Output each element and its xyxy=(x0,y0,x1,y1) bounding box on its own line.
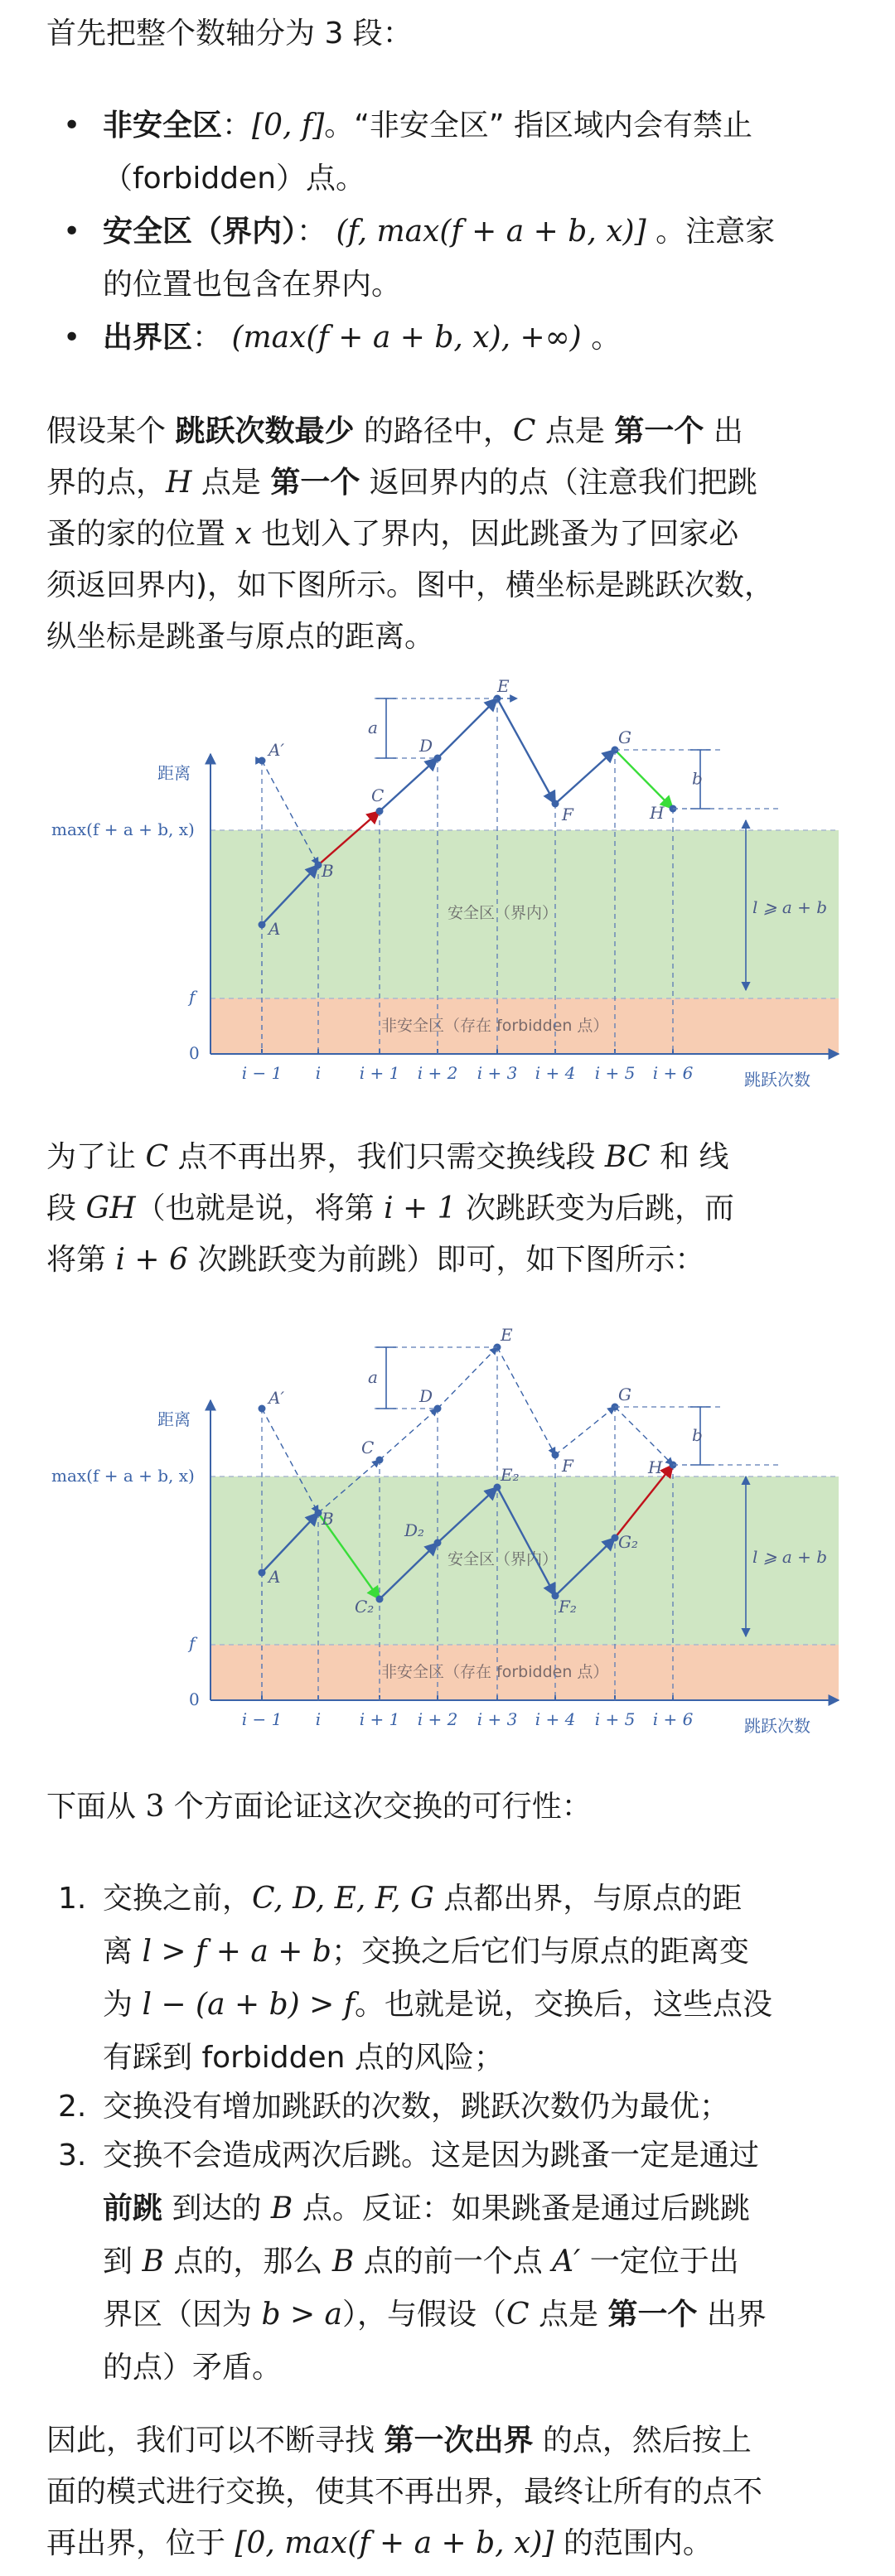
a-brace-label: a xyxy=(368,1367,378,1387)
segment-list xyxy=(46,99,862,365)
point-label: A xyxy=(268,1567,281,1587)
reason-item: 1. 交换之前，C, D, E, F, G 点都出界，与原点的距 离 l > f + a + b；交换之后它们与原点的距离变 为 l − (a + b) > f。也就是说，交换后，这些点没 有踩到 forbidden 点的风险； xyxy=(58,1882,773,2075)
point-label: A xyxy=(268,919,281,939)
point-label: C xyxy=(371,785,385,805)
point-label: E xyxy=(501,1326,513,1345)
x-tick-label: i xyxy=(315,1063,322,1083)
diagram-before-swap xyxy=(33,679,862,1110)
point-marker xyxy=(552,1452,559,1459)
point-label: A′ xyxy=(268,1388,284,1408)
unsafe-zone-label: 非安全区（存在 forbidden 点） xyxy=(381,1017,609,1035)
point-label: C₂ xyxy=(355,1597,375,1617)
y-tick-max: max(f + a + b, x) xyxy=(51,1466,195,1486)
y-axis-label: 距离 xyxy=(157,763,191,783)
point-label: B xyxy=(322,1509,334,1529)
paragraph-3: 下面从 3 个方面论证这次交换的可行性： xyxy=(46,1790,592,1824)
x-tick-label: i + 4 xyxy=(535,1063,576,1083)
jump-segment xyxy=(555,750,615,804)
dashed-segment xyxy=(438,1347,497,1409)
safe-zone-label: 安全区（界内） xyxy=(448,1550,559,1568)
point-marker xyxy=(259,1569,266,1577)
point-label: F xyxy=(562,1456,573,1476)
x-axis-label: 跳跃次数 xyxy=(744,1070,810,1090)
dashed-segment xyxy=(380,1409,438,1460)
a-brace-label: a xyxy=(368,718,378,737)
x-tick-label: i + 1 xyxy=(359,1709,400,1729)
conclusion-paragraph: 因此，我们可以不断寻找 第一次出界 的点，然后按上 面的模式进行交换，使其不再出界，最终让所有的点不 再出界，位于 [0, max(f + a + b, x)] 的范围内。 xyxy=(46,2424,763,2560)
bullet-icon: • xyxy=(63,321,81,355)
reason-item: 3. 交换不会造成两次后跳。这是因为跳蚤一定是通过 前跳 到达的 B 点。反证：如果跳蚤是通过后跳跳 到 B 点的，那么 B 点的前一个点 A′ 一定位于出 界区（因为 b > a），与假设（C 点是 第一个 出界 的点）矛盾。 xyxy=(58,2139,767,2385)
point-label: F₂ xyxy=(559,1597,577,1617)
x-tick-label: i + 5 xyxy=(594,1063,636,1083)
x-tick-label: i + 5 xyxy=(594,1709,636,1729)
point-marker xyxy=(434,1539,442,1547)
point-label: G xyxy=(618,727,631,747)
y-tick-max: max(f + a + b, x) xyxy=(51,819,195,839)
dashed-segment xyxy=(497,1347,555,1455)
point-marker xyxy=(376,1596,384,1603)
unsafe-zone-label: 非安全区（存在 forbidden 点） xyxy=(381,1663,609,1681)
y-axis-label: 距离 xyxy=(157,1409,191,1429)
diagram-after-swap xyxy=(33,1326,862,1757)
reason-item: 2. 交换没有增加跳跃的次数，跳跃次数仍为最优； xyxy=(58,2090,730,2124)
x-tick-label: i + 6 xyxy=(652,1063,694,1083)
y-tick-f: f xyxy=(189,987,196,1007)
point-label: H xyxy=(650,803,665,823)
green-segment-GH xyxy=(615,750,673,809)
bullet-icon: • xyxy=(63,109,81,143)
x-tick-label: i + 3 xyxy=(477,1063,518,1083)
x-tick-label: i − 1 xyxy=(241,1063,283,1083)
intro-text: 首先把整个数轴分为 3 段： xyxy=(46,17,413,51)
paragraph-1: 假设某个 跳跃次数最少 的路径中，C 点是 第一个 出 界的点，H 点是 第一个 返回界内的点（注意我们把跳 蚤的家的位置 x 也划入了界内，因此跳蚤为了回家必 须返回界内)，如下图所示。图中，横坐标是跳跃次数， 纵坐标是跳蚤与原点的距离。 xyxy=(46,414,775,654)
point-label: D xyxy=(419,1386,433,1406)
jump-segment xyxy=(438,698,497,758)
dashed-segment xyxy=(615,1407,673,1465)
point-marker xyxy=(259,1405,266,1413)
point-marker xyxy=(259,921,266,929)
l-range-label: l ⩾ a + b xyxy=(752,1547,828,1567)
point-label: F xyxy=(562,805,573,824)
reason-list xyxy=(46,1873,862,2395)
segment-item: • 出界区： (max(f + a + b, x), +∞) 。 xyxy=(46,312,862,365)
point-label: C xyxy=(361,1438,375,1457)
paragraph-2: 为了让 C 点不再出界，我们只需交换线段 BC 和 线 段 GH（也就是说，将第 i + 1 次跳跃变为后跳，而 将第 i + 6 次跳跃变为前跳）即可，如下图所示： xyxy=(46,1140,734,1277)
point-label: B xyxy=(322,861,334,881)
b-brace-label: b xyxy=(692,768,703,789)
x-tick-label: i + 4 xyxy=(535,1709,576,1729)
point-label: G xyxy=(618,1385,631,1404)
point-marker xyxy=(376,1457,384,1464)
safe-zone-label: 安全区（界内） xyxy=(448,904,559,922)
point-label: H xyxy=(648,1457,663,1477)
l-range-label: l ⩾ a + b xyxy=(752,897,828,917)
point-label: G₂ xyxy=(618,1532,638,1552)
jump-segment xyxy=(497,698,555,804)
point-label: E xyxy=(497,679,510,696)
point-label: D xyxy=(419,736,433,756)
point-label: E₂ xyxy=(501,1465,520,1485)
point-marker xyxy=(376,808,384,815)
point-marker xyxy=(259,757,266,765)
x-tick-label: i + 2 xyxy=(417,1709,458,1729)
segment-item: • 安全区（界内）： (f, max(f + a + b, x)] 。注意家 的位置也包含在界内。 xyxy=(46,205,862,312)
bullet-icon: • xyxy=(63,215,81,249)
x-tick-label: i xyxy=(315,1709,322,1729)
segment-item: • 非安全区：[0, f]。“非安全区” 指区域内会有禁止 （forbidden）点。 xyxy=(46,99,862,205)
b-brace-label: b xyxy=(692,1425,703,1445)
x-axis-label: 跳跃次数 xyxy=(744,1716,810,1736)
point-label: D₂ xyxy=(404,1520,425,1540)
x-tick-label: i + 6 xyxy=(652,1709,694,1729)
dashed-segment xyxy=(555,1407,615,1455)
x-tick-label: i − 1 xyxy=(241,1709,283,1729)
x-tick-label: i + 2 xyxy=(417,1063,458,1083)
x-tick-label: i + 1 xyxy=(359,1063,400,1083)
jump-segment xyxy=(380,758,438,811)
y-tick-0: 0 xyxy=(189,1689,200,1709)
y-tick-f: f xyxy=(189,1633,196,1653)
point-marker xyxy=(552,800,559,808)
x-tick-label: i + 3 xyxy=(477,1709,518,1729)
y-tick-0: 0 xyxy=(189,1043,200,1063)
point-label: A′ xyxy=(268,740,284,760)
